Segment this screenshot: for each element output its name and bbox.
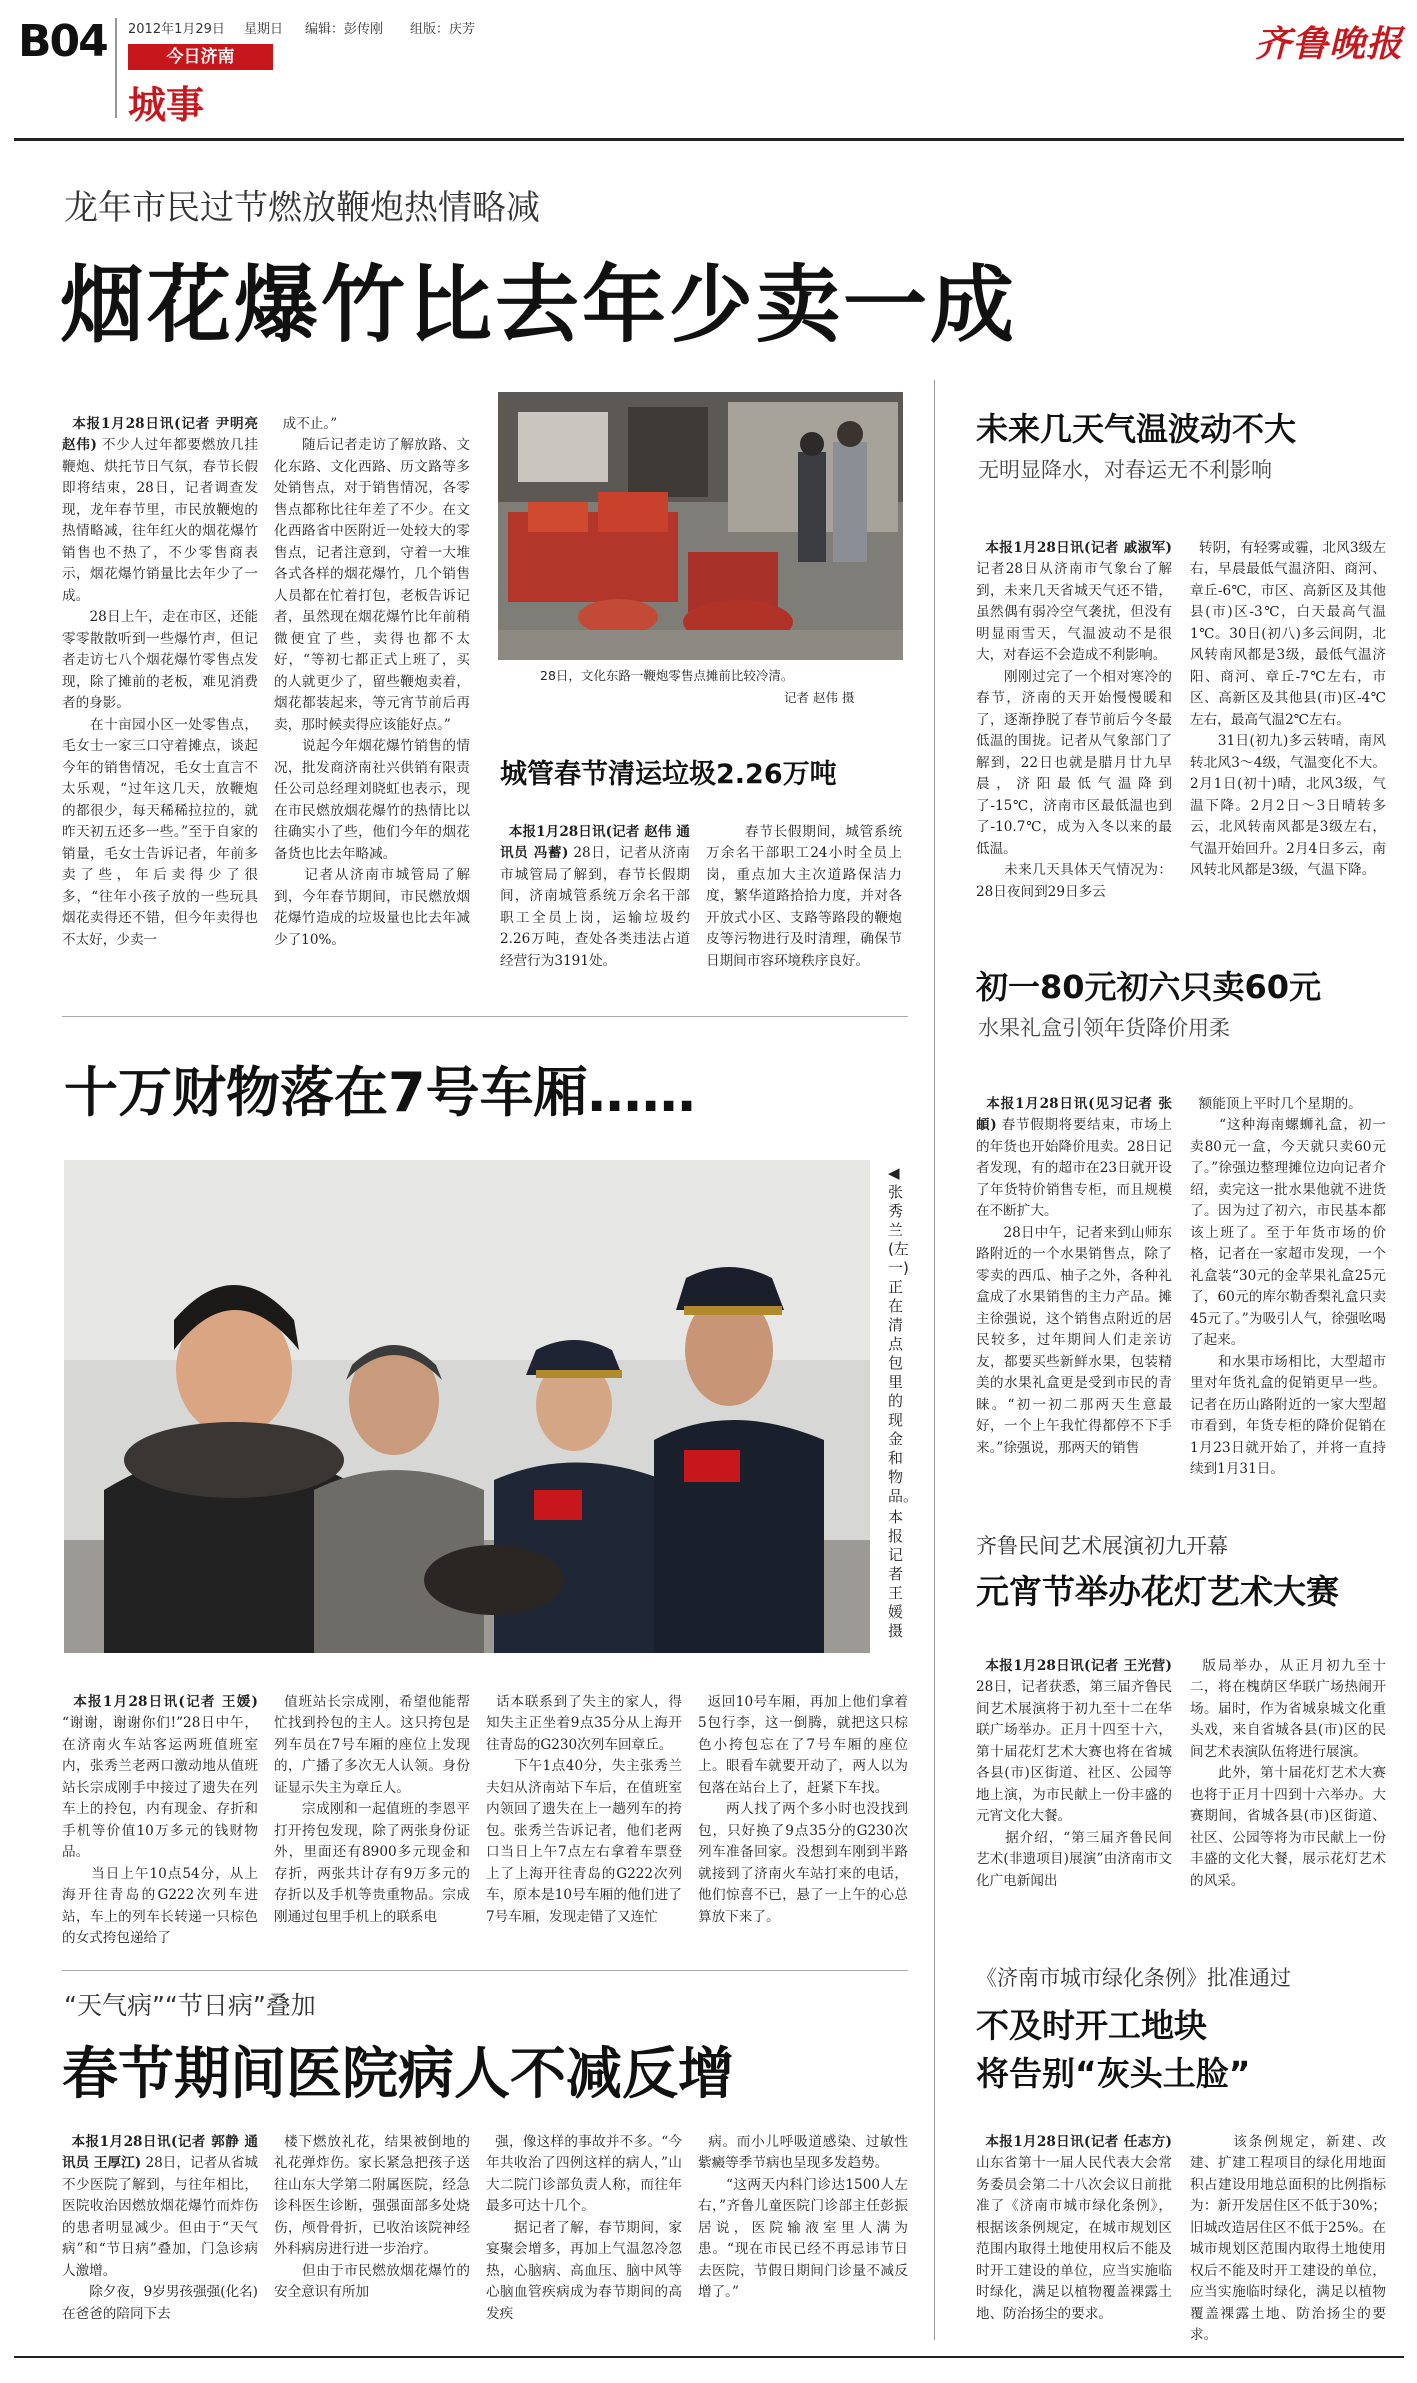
green-byline: 本报1月28日讯(记者 任志方) [985,2133,1172,2150]
train-photo-caption: ◀张秀兰(左一)正在清点包里的现金和物品。 [888,1164,919,1505]
section-name: 城事 [128,83,205,127]
fruit-col1-text: 春节假期将要结束，市场上的年货也开始降价甩卖。28日记者发现，有的超市在23日就开设了年货特价销售专柜，而且规模在不断扩大。 28日中午，记者来到山师东路附近的一个水果销售点，除了零卖的西瓜、柚子之外，各种礼盒成了水果销售的主力产品。摊主徐强说，这个销售点附近的居民较多，过年期间人们走亲访友，都要买些新鲜水果，包装精美的水果礼盒更是受到市民的青睐。“初一初二那两天生意最好，一个上午我忙得都停不下手来。”徐强说，那两天的销售 [976,1117,1172,1456]
train-col2 [274,1670,470,1970]
masthead-rule [14,138,1404,141]
hospital-col3-text: 强，像这样的事故并不多。“今年共收治了四例这样的病人，”山大二院门诊部负责人称，而往年最多可达十几个。 据记者了解，春节期间，家宴聚会增多，再加上气温忽冷忽热，心脑病、高血压、脑中风等心脑血管疾病成为春节期间的高发疾 [486,2133,682,2322]
masthead-divider [115,18,117,118]
hospital-col4 [698,2110,908,2346]
right-column-divider [934,380,935,2340]
fireworks-photo-credit: 记者 赵伟 摄 [784,690,855,705]
editor-credit: 编辑：彭传刚 [305,22,384,37]
green-headline-line1: 不及时开工地块 [976,2006,1207,2045]
train-photo-illustration [64,1160,870,1653]
fruit-subhead: 水果礼盒引领年货降价用柔 [978,1016,1230,1040]
lantern-byline: 本报1月28日讯(记者 王光营) [985,1657,1172,1674]
fruit-col2 [1190,1072,1386,1542]
story1-byline: 本报1月28日讯(记者 尹明亮 赵伟) [62,415,263,453]
weather-col2 [1190,516,1386,926]
fruit-col1 [976,1072,1172,1542]
issue-weekday: 星期日 [244,22,284,37]
train-col4 [698,1670,908,1970]
story1-col2 [274,392,470,992]
fruit-byline: 本报1月28日讯(见习记者 张頔) [976,1095,1172,1133]
weather-subhead: 无明显降水，对春运无不利影响 [978,458,1272,482]
green-col1 [976,2110,1177,2346]
trash-col1-text: 28日，记者从济南市城管局了解到，春节长假期间，济南城管系统万余名干部职工全员上岗，运输垃圾约2.26万吨，查处各类违法占道经营行为3191处。 [500,845,690,969]
fireworks-photo-caption: 28日，文化东路一鞭炮零售点摊前比较冷清。 [540,668,794,683]
hospital-headline: 春节期间医院病人不减反增 [62,2042,734,2107]
weather-col2-text: 转阴，有轻雾或霾，北风3级左右，早晨最低气温济阳、商河、章丘-6℃，市区、高新区及其他县(市)区-3℃，白天最高气温1℃。30日(初八)多云间阴，北风转南风都是3级，最低气温济阳、商河、章丘-7℃左右，市区、高新区及其他县(市)区-4℃左右，最高气温2℃左右。 31日(初九)多云转晴，南风转北风3～4级，气温变化不大。2月1日(初十)晴，北风3级，气温下降。2月2日～3日晴转多云，北风转南风都是3级左右，气温开始回升。2月4日多云，南风转北风都是3级，气温下降。 [1190,539,1386,878]
train-photo [64,1160,870,1653]
lantern-col1-text: 28日，记者获悉，第三届齐鲁民间艺术展演将于初九至十二在华联广场举办。正月十四至十六，第十届花灯艺术大赛也将在省城各县(市)区街道、社区、公园等地上演，为市民献上一份丰盛的元宵文化大餐。 据介绍，“第三届齐鲁民间艺术(非遗项目)展演”由济南市文化广电新闻出 [976,1679,1172,1889]
trash-headline: 城管春节清运垃圾2.26万吨 [500,759,837,790]
hospital-col1 [62,2110,258,2346]
weather-col1 [976,516,1172,926]
train-col3 [486,1670,682,1970]
page-code: B04 [18,16,107,67]
story1-kicker: 龙年市民过节燃放鞭炮热情略减 [64,188,540,228]
hospital-col2-text: 楼下燃放礼花，结果被倒地的礼花弹炸伤。家长紧急把孩子送往山东大学第二附属医院，经急诊科医生诊断，强强面部多处烧伤，颅骨骨折，已收治该院神经外科病房进行进一步治疗。 但由于市民燃放烟花爆竹的安全意识有所加 [274,2133,470,2300]
train-col2-text: 值班站长宗成刚，希望他能帮忙找到拎包的主人。这只挎包是列车员在7号车厢的座位上发现的，广播了多次无人认领。身份证显示失主为章丘人。 宗成刚和一起值班的李恩平打开挎包发现，除了两张身份证外，里面还有8900多元现金和存折，两张共计存有9万多元的存折以及手机等贵重物品。宗成刚通过包里手机上的联系电 [274,1693,470,1925]
story1-col1-text: 不少人过年都要燃放几挂鞭炮、烘托节日气氛，春节长假即将结束，28日，记者调查发现，龙年春节里，市民放鞭炮的热情略减，往年红火的烟花爆竹销售也不热了，不少零售商表示，烟花爆竹销量比去年少了一成。 28日上午，走在市区，还能零零散散听到一些爆竹声，但记者走访七八个烟花爆竹零售点发现，除了摊前的老板，难见消费者的身影。 在十亩园小区一处零售点，毛女士一家三口守着摊点，谈起今年的销售情况，毛女士直言不太乐观，“过年这几天，放鞭炮的都很少，每天稀稀拉拉的，就昨天初五还多一些。”至于自家的销量，毛女士告诉记者，年前多卖了些，年后卖得少了很多，“往年小孩子放的一些玩具烟花卖得还不错，但今年卖得也不太好，少卖一 [62,437,258,948]
green-col2 [1190,2110,1386,2346]
green-headline-line2: 将告别“灰头土脸” [976,2054,1251,2093]
story1-headline: 烟花爆竹比去年少卖一成 [60,256,1018,354]
train-byline: 本报1月28日讯(记者 王媛) [73,1693,258,1710]
trash-col2 [706,800,902,990]
hospital-col3 [486,2110,682,2346]
hospital-col4-text: 病。而小儿呼吸道感染、过敏性紫癜等季节病也呈现多发趋势。 “这两天内科门诊达1500人左右，”齐鲁儿童医院门诊部主任彭振居说，医院输液室里人满为患。“现在市民已经不再忌讳节日去医院，节假日期间门诊量不减反增了。” [698,2133,908,2300]
hospital-byline: 本报1月28日讯(记者 郭静 通讯员 王厚江) [62,2133,258,2171]
section-tag [128,44,273,70]
story1-col1 [62,392,263,992]
lantern-col2-text: 版局举办，从正月初九至十二，将在槐荫区华联广场热闹开场。届时，作为省城泉城文化重头戏，来自省城各县(市)区的民间艺术表演队伍将进行展演。 此外，第十届花灯艺术大赛也将于正月十四到十六举办。大赛期间，省城各县(市)区街道、社区、公园等将为市民献上一份丰盛的文化大餐，展示花灯艺术的风采。 [1190,1657,1386,1889]
masthead [0,0,1417,140]
paper-logo: 齐鲁晚报 [1255,23,1404,65]
train-col4-text: 返回10号车厢，再加上他们拿着5包行李，这一倒腾，就把这只棕色小挎包忘在了7号车厢的座位上。眼看车就要开动了，两人以为包落在站台上了，赶紧下车找。 两人找了两个多小时也没找到包，只好换了9点35分的G230次列车准备回家。没想到车刚到半路就接到了济南火车站打来的电话，他们惊喜不已，悬了一上午的心总算放下来了。 [698,1693,908,1925]
trash-col1 [500,800,690,990]
lantern-col2 [1190,1634,1386,1934]
train-photo-credit: 本报记者 王媛 摄 [888,1508,904,1640]
hospital-col2 [274,2110,470,2346]
story1-col2-text: 成不止。” 随后记者走访了解放路、文化东路、文化西路、历文路等多处销售点，对于销售情况，各零售点都称比往年差了不少。在文化西路省中医附近一处较大的零售点，记者注意到，守着一大堆各式各样的烟花爆竹，几个销售人员都在忙着打包，老板告诉记者，虽然现在烟花爆竹比年前稍微便宜了些，卖得也都不太好，“等初七都正式上班了，买的人就更少了，留些鞭炮卖着，烟花都装起来，等元宵节前后再卖，那时候卖得应该能好点。” 说起今年烟花爆竹销售的情况，批发商济南社兴供销有限责任公司总经理刘晓虹也表示，现在市民燃放烟花爆竹的热情比以往确实小了些，他们今年的烟花备货也比去年略减。 记者从济南市城管局了解到，今年春节期间，市民燃放烟花爆竹造成的垃圾量也比去年减少了10%。 [274,415,470,948]
fireworks-photo [498,392,903,660]
layout-credit: 组版：庆芳 [410,22,476,37]
lantern-headline: 元宵节举办花灯艺术大赛 [976,1572,1339,1611]
weather-headline: 未来几天气温波动不大 [976,410,1297,448]
hospital-top-rule [62,1970,908,1971]
green-kicker: 《济南市城市绿化条例》批准通过 [976,1966,1291,1990]
train-col1 [62,1670,258,1970]
lantern-kicker: 齐鲁民间艺术展演初九开幕 [976,1534,1228,1558]
train-top-rule [62,1016,908,1017]
train-headline: 十万财物落在7号车厢…… [64,1061,696,1124]
hospital-col1-text: 28日，记者从省城不少医院了解到，与往年相比，医院收治因燃放烟花爆竹而炸伤的患者明显减少。但由于“天气病”和“节日病”叠加，门急诊病人激增。 除夕夜，9岁男孩强强(化名)在爸爸的陪同下去 [62,2155,258,2322]
section-tag-label: 今日济南 [166,47,235,67]
issue-date: 2012年1月29日 [128,22,225,37]
weather-byline: 本报1月28日讯(记者 戚淑军) [985,539,1172,556]
train-col1-text: “谢谢，谢谢你们!”28日中午，在济南火车站客运两班值班室内，张秀兰老两口激动地从值班站长宗成刚手中接过了遗失在列车上的拎包，内有现金、存折和手机等价值10万多元的钱财物品。 当日上午10点54分，从上海开往青岛的G222次列车进站，车上的列车长转递一只棕色的女式挎包递给了 [62,1715,258,1946]
train-col3-text: 话本联系到了失主的家人，得知失主正坐着9点35分从上海开往青岛的G230次列车回章丘。 下午1点40分，失主张秀兰夫妇从济南站下车后，在值班室内领回了遗失在上一趟列车的挎包。张秀兰告诉记者，他们老两口当日上午7点左右拿着车票登上了上海开往青岛的G222次列车，原本是10号车厢的他们进了7号车厢，发现走错了又连忙 [486,1693,682,1925]
fireworks-photo-illustration [498,392,903,660]
fruit-col2-text: 额能顶上平时几个星期的。 “这种海南螺蛳礼盒，初一卖80元一盒，今天就只卖60元了。”徐强边整理摊位边向记者介绍，卖完这一批水果他就不进货了。因为过了初六，市民基本都该上班了。至于年货市场的价格，记者在一家超市发现，一个礼盒装“30元的金苹果礼盒25元了，60元的库尔勒香梨礼盒只卖45元了。”为吸引人气，徐强吆喝了起来。 和水果市场相比，大型超市里对年货礼盒的促销更早一些。记者在历山路附近的一家大型超市看到，年货专柜的降价促销在1月23日就开始了，并将一直持续到1月31日。 [1190,1095,1386,1477]
green-col2-text: 该条例规定，新建、改建、扩建工程项目的绿化用地面积占建设用地总面积的比例指标为：新开发居住区不低于30%；旧城改造居住区不低于25%。在城市规划区范围内取得土地使用权后不能及时开工建设的单位，应当实施临时绿化，满足以植物覆盖裸露土地、防治扬尘的要求。 [1190,2133,1386,2343]
lantern-col1 [976,1634,1172,1934]
trash-col2-text: 春节长假期间，城管系统万余名干部职工24小时全员上岗，重点加大主次道路保洁力度，繁华道路拾拾力度，并对各开放式小区、支路等路段的鞭炮皮等污物进行及时清理，确保节日期间市容环境秩序良好。 [706,823,902,969]
weather-col1-text: 记者28日从济南市气象台了解到，未来几天省城天气还不错，虽然偶有弱冷空气袭扰，但没有明显雨雪天，气温波动不是很大，对春运不会造成不利影响。 刚刚过完了一个相对寒冷的春节，济南的天开始慢慢暖和了，逐渐挣脱了春节前后今冬最低温的围拢。记者从气象部门了解到，22日也就是腊月廿九早晨，济阳最低气温降到了-15℃，济南市区最低温也到了-10.7℃，成为入冬以来的最低温。 未来几天具体天气情况为：28日夜间到29日多云 [976,561,1172,900]
hospital-kicker: “天气病”“节日病”叠加 [64,1991,316,2020]
fruit-headline: 初一80元初六只卖60元 [976,968,1322,1006]
green-col1-text: 山东省第十一届人民代表大会常务委员会第二十八次会议日前批准了《济南市城市绿化条例》，根据该条例规定，在城市规划区范围内取得土地使用权后不能及时开工建设的单位，应当实施临时绿化，满足以植物覆盖裸露土地、防治扬尘的要求。 [976,2133,1177,2322]
trash-byline: 本报1月28日讯(记者 赵伟 通讯员 冯蓄) [500,823,690,861]
page-bottom-rule [14,2356,1404,2358]
